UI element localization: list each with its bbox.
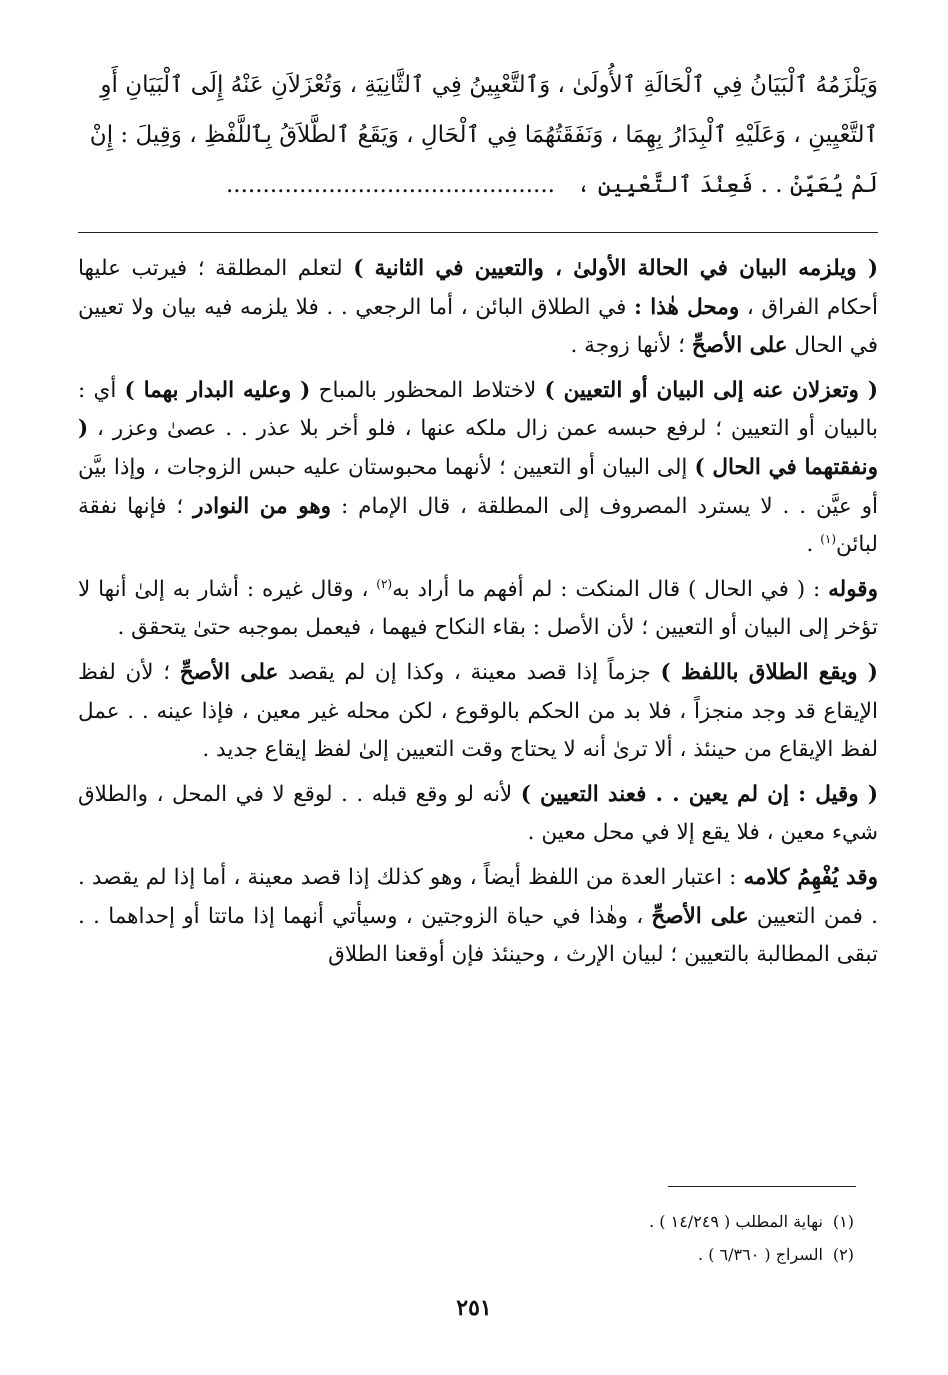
footnote-ref[interactable]: (١): [820, 532, 837, 546]
quoted-matn: ( ويقع الطلاق باللفظ ): [660, 659, 878, 685]
commentary-text: إلى البيان أو التعيين ؛ لأنهما محبوستان عليه حبس الزوجات ، وإذا بيَّن أو عيَّن . . لا يسترد المصروف إلى المطلقة ، قال الإمام :: [78, 454, 878, 519]
matn-dots: .............................................: [225, 172, 555, 198]
footnote-divider: [668, 1186, 856, 1187]
footnote-ref[interactable]: (٢): [376, 576, 393, 591]
sharh-paragraph: [78, 372, 878, 565]
footnote: [649, 1211, 854, 1233]
bold-phrase: وقوله: [828, 576, 878, 602]
bold-phrase: على الأصحِّ: [179, 659, 279, 685]
matn-line-text: لَمْ يُعَيِّنْ . . فَعِنْدَ ٱلتَّعْيِينِ ،: [576, 172, 878, 198]
commentary-text: جزماً إذا قصد معينة ، وكذا إن لم يقصد: [278, 659, 661, 685]
commentary-text: ؛ لأن لفظ الإيقاع قد وجد منجزاً ، فلا بد من الحكم بالوقوع ، لكن محله غير معين ، فإذا عينه . . عمل لفظ الإيقاع من حينئذ ، ألا ترىٰ أنه لا يحتاج وقت التعيين إلىٰ لفظ إيقاع جديد .: [78, 659, 878, 763]
quoted-matn: ( وعليه البدار بهما ): [124, 377, 311, 403]
commentary-text: ، وقال غيره : أشار به إلىٰ أنها لا تؤخر إلى البيان أو التعيين ؛ لأن الأصل : بقاء النكاح فيهما ، فيعمل بموجبه حتىٰ يتحقق .: [78, 576, 878, 641]
commentary-text: في الطلاق البائن ، أما الرجعي . . فلا يلزمه فيه بيان ولا تعيين في الحال: [78, 294, 878, 359]
commentary-text: لتعلم المطلقة ؛ فيرتب عليها أحكام الفراق ،: [78, 256, 878, 320]
bold-phrase: على الأصحِّ: [651, 903, 749, 929]
commentary-text: ؛ لأنها زوجة .: [570, 333, 692, 359]
bold-phrase: على الأصحِّ: [691, 333, 788, 359]
sharh-paragraph: [78, 859, 878, 975]
commentary-text: : اعتبار العدة من اللفظ أيضاً ، وهو كذلك إذا قصد معينة ، أما إذا لم يقصد . . فمن التعيين: [78, 864, 878, 929]
sharh-paragraph: [78, 776, 878, 853]
quoted-matn: ( ويلزمه البيان في الحالة الأولىٰ ، والتعيين في الثانية ): [353, 256, 878, 281]
matn-line: [78, 160, 878, 210]
commentary-text: أي : بالبيان أو التعيين ؛ لرفع حبسه عمن زال ملكه عنها ، فلو أخر بلا عذر . . عصىٰ وعزر ،: [78, 377, 878, 442]
sharh-paragraph: [78, 571, 878, 648]
commentary-text: لأنه لو وقع قبله . . لوقع لا في المحل ، والطلاق شيء معين ، فلا يقع إلا في محل معين .: [78, 781, 878, 846]
sharh-text-block: [78, 250, 878, 981]
quoted-matn: ( وتعزلان عنه إلى البيان أو التعيين ): [544, 377, 878, 403]
matn-divider: [78, 232, 878, 233]
commentary-text: ؛ فإنها نفقة لبائن: [78, 493, 878, 558]
matn-line: وَيَلْزَمُهُ ٱلْبَيَانُ فِي ٱلْحَالَةِ ٱلأُولَىٰ ، وَٱلتَّعْيِينُ فِي ٱلثَّانِيَةِ ، وَتُعْزَلاَنِ عَنْهُ إِلَى ٱلْبَيَانِ أَوِ: [100, 72, 878, 98]
sharh-paragraph: [78, 250, 878, 366]
commentary-text: : ( في الحال ) قال المنكت : لم أفهم ما أراد به: [392, 576, 829, 602]
footnote: [698, 1244, 854, 1266]
commentary-text: ، وهٰذا في حياة الزوجتين ، وسيأتي أنهما إذا ماتتا أو إحداهما . . تبقى المطالبة بالتعيين ؛ لبيان الإرث ، وحينئذ فإن أوقعنا الطلاق: [78, 903, 878, 968]
quoted-matn: ( وقيل : إن لم يعين . . فعند التعيين ): [520, 781, 878, 807]
footnote-text: نهاية المطلب ( ١٤/٢٤٩ ) .: [649, 1212, 823, 1231]
bold-phrase: وهو من النوادر: [193, 493, 332, 519]
bold-phrase: وقد يُفْهِمُ كلامه: [743, 864, 878, 890]
quoted-matn: ( ونفقتهما في الحال ): [78, 416, 878, 480]
footnote-text: السراج ( ٦/٣٦٠ ) .: [698, 1245, 823, 1264]
matn-text-block: [78, 60, 878, 210]
commentary-text: .: [806, 532, 821, 558]
sharh-paragraph: [78, 654, 878, 770]
matn-line: ٱلتَّعْيِينِ ، وَعَلَيْهِ ٱلْبِدَارُ بِهِمَا ، وَنَفَقَتُهُمَا فِي ٱلْحَالِ ، وَيَقَعُ ٱلطَّلاَقُ بِٱللَّفْظِ ، وَقِيلَ : إِنْ: [89, 122, 878, 148]
bold-phrase: ومحل هٰذا :: [634, 294, 740, 320]
commentary-text: لاختلاط المحظور بالمباح: [310, 377, 545, 403]
footnote-number: (١): [832, 1212, 854, 1231]
footnote-number: (٢): [832, 1245, 854, 1264]
page-number: ٢٥١: [456, 1295, 492, 1321]
